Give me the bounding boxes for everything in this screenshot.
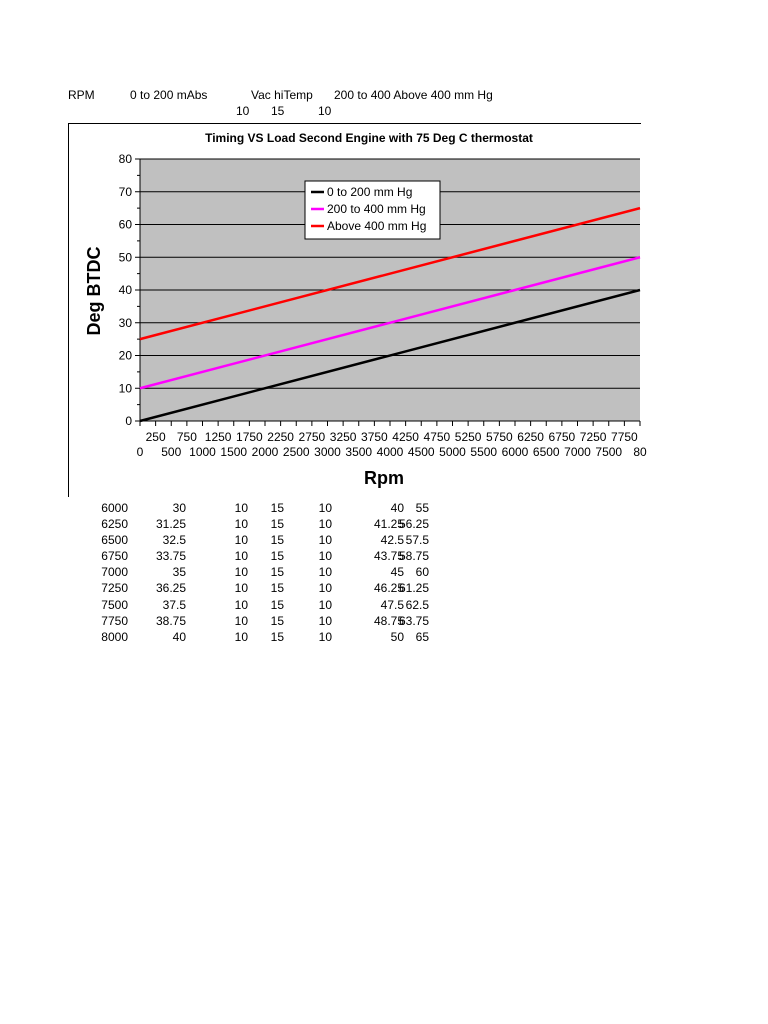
table-cell: 38.75 <box>155 613 186 628</box>
table-cell: 7250 <box>101 581 128 596</box>
x-tick-label: 6000 <box>501 445 529 459</box>
x-tick-label: 1250 <box>204 430 232 444</box>
x-tick-label: 2750 <box>298 430 326 444</box>
table-cell: 15 <box>270 517 284 532</box>
x-tick-label: 2000 <box>251 445 279 459</box>
table-cell: 6500 <box>101 533 128 548</box>
table-cell: 37.5 <box>162 597 186 612</box>
table-cell: 58.75 <box>398 549 429 564</box>
table-cell: 7750 <box>101 613 128 628</box>
y-tick-label: 40 <box>118 283 132 297</box>
table-cell: 10 <box>318 517 332 532</box>
table-cell: 15 <box>270 549 284 564</box>
header-rpm: RPM <box>68 88 95 102</box>
header-0-200: 0 to 200 mAbs <box>130 88 208 102</box>
table-cell: 8000 <box>101 629 128 644</box>
x-tick-label: 3750 <box>361 430 388 444</box>
table-cell: 56.25 <box>398 517 429 532</box>
chart-container <box>68 123 647 497</box>
x-tick-label: 7500 <box>595 445 623 459</box>
table-cell: 10 <box>234 597 248 612</box>
table-cell: 15 <box>270 533 284 548</box>
table-cell: 15 <box>270 613 284 628</box>
x-tick-label: 5000 <box>439 445 466 459</box>
x-tick-label: 6250 <box>517 430 544 444</box>
x-tick-label: 2250 <box>267 430 294 444</box>
table-cell: 7500 <box>101 597 128 612</box>
table-cell: 10 <box>318 565 332 580</box>
x-tick-label: 1500 <box>220 445 248 459</box>
table-cell: 10 <box>234 533 248 548</box>
x-tick-label: 0 <box>136 445 144 459</box>
table-cell: 45 <box>390 565 404 580</box>
legend-entry: Above 400 mm Hg <box>327 219 427 233</box>
table-cell: 15 <box>270 581 284 596</box>
y-tick-label: 80 <box>118 152 132 166</box>
y-tick-label: 10 <box>118 381 132 396</box>
y-tick-label: 60 <box>118 217 132 232</box>
table-cell: 31.25 <box>155 517 186 532</box>
x-tick-label: 80 <box>633 445 647 459</box>
header-200-400-above: 200 to 400 Above 400 mm Hg <box>334 88 493 102</box>
y-tick-label: 50 <box>118 250 132 265</box>
table-cell: 41.25 <box>373 517 404 532</box>
table-cell: 10 <box>318 597 332 612</box>
x-tick-label: 1000 <box>189 445 216 459</box>
table-cell: 15 <box>270 597 284 612</box>
table-cell: 15 <box>270 629 284 644</box>
table-cell: 57.5 <box>405 533 429 548</box>
table-cell: 50 <box>390 629 404 644</box>
table-cell: 10 <box>234 613 248 628</box>
table-cell: 6250 <box>101 517 128 532</box>
table-cell: 33.75 <box>155 549 186 564</box>
table-cell: 10 <box>234 629 248 644</box>
x-tick-label: 3500 <box>345 445 373 459</box>
table-cell: 10 <box>318 581 332 596</box>
header-subvalue-3: 10 <box>318 104 332 118</box>
x-tick-label: 7750 <box>611 430 638 444</box>
table-cell: 43.75 <box>373 549 404 564</box>
table-cell: 10 <box>318 613 332 628</box>
x-tick-label: 6500 <box>532 445 560 459</box>
x-tick-label: 3000 <box>314 445 341 459</box>
table-cell: 55 <box>415 501 429 515</box>
table-cell: 6750 <box>101 549 128 564</box>
table-cell: 61.25 <box>398 581 429 596</box>
x-axis-label: Rpm <box>364 468 404 488</box>
x-tick-label: 7250 <box>579 430 607 444</box>
x-tick-label: 500 <box>161 445 182 459</box>
x-tick-label: 750 <box>176 430 197 444</box>
x-tick-label: 5750 <box>486 430 513 444</box>
table-cell: 10 <box>318 533 332 548</box>
x-tick-label: 250 <box>145 430 166 444</box>
header-subvalue-2: 15 <box>271 104 285 118</box>
table-cell: 40 <box>390 501 404 515</box>
header-vac-hitemp: Vac hiTemp <box>251 88 313 102</box>
x-tick-label: 2500 <box>282 445 310 459</box>
x-tick-label: 7000 <box>564 445 591 459</box>
table-cell: 15 <box>270 565 284 580</box>
table-cell: 7000 <box>101 565 128 580</box>
x-tick-label: 4500 <box>407 445 435 459</box>
table-cell: 60 <box>415 565 429 580</box>
y-tick-label: 0 <box>125 414 132 428</box>
x-tick-label: 5500 <box>470 445 498 459</box>
table-cell: 40 <box>172 629 186 644</box>
table-cell: 65 <box>415 629 429 644</box>
table-cell: 10 <box>234 581 248 596</box>
table-cell: 63.75 <box>398 613 429 628</box>
table-cell: 35 <box>172 565 186 580</box>
x-tick-label: 6750 <box>548 430 576 444</box>
x-tick-label: 4000 <box>376 445 404 459</box>
table-cell: 6000 <box>101 501 128 515</box>
header-subvalue-1: 10 <box>236 104 250 118</box>
table-cell: 32.5 <box>162 533 186 548</box>
table-cell: 46.25 <box>373 581 404 596</box>
table-cell: 42.5 <box>380 533 404 548</box>
y-tick-label: 70 <box>118 184 132 199</box>
line-chart <box>69 124 647 497</box>
table-cell: 36.25 <box>155 581 186 596</box>
table-cell: 10 <box>234 501 248 515</box>
legend-entry: 0 to 200 mm Hg <box>327 185 413 199</box>
x-tick-label: 4750 <box>423 430 451 444</box>
legend-entry: 200 to 400 mm Hg <box>327 202 426 216</box>
x-tick-label: 1750 <box>236 430 263 444</box>
x-tick-label: 5250 <box>454 430 482 444</box>
table-cell: 10 <box>318 629 332 644</box>
chart-title: Timing VS Load Second Engine with 75 Deg C thermostat <box>205 131 533 145</box>
x-tick-label: 3250 <box>329 430 357 444</box>
y-tick-label: 30 <box>118 315 132 330</box>
table-cell: 10 <box>318 501 332 515</box>
table-cell: 30 <box>172 501 186 515</box>
x-tick-label: 4250 <box>392 430 419 444</box>
table-cell: 10 <box>234 517 248 532</box>
table-cell: 48.75 <box>373 613 404 628</box>
table-cell: 10 <box>234 565 248 580</box>
y-tick-label: 20 <box>118 348 132 363</box>
y-axis-label: Deg BTDC <box>84 246 104 336</box>
table-cell: 10 <box>318 549 332 564</box>
table-cell: 47.5 <box>380 597 404 612</box>
table-cell: 10 <box>234 549 248 564</box>
table-cell: 15 <box>270 501 284 515</box>
table-cell: 62.5 <box>405 597 429 612</box>
